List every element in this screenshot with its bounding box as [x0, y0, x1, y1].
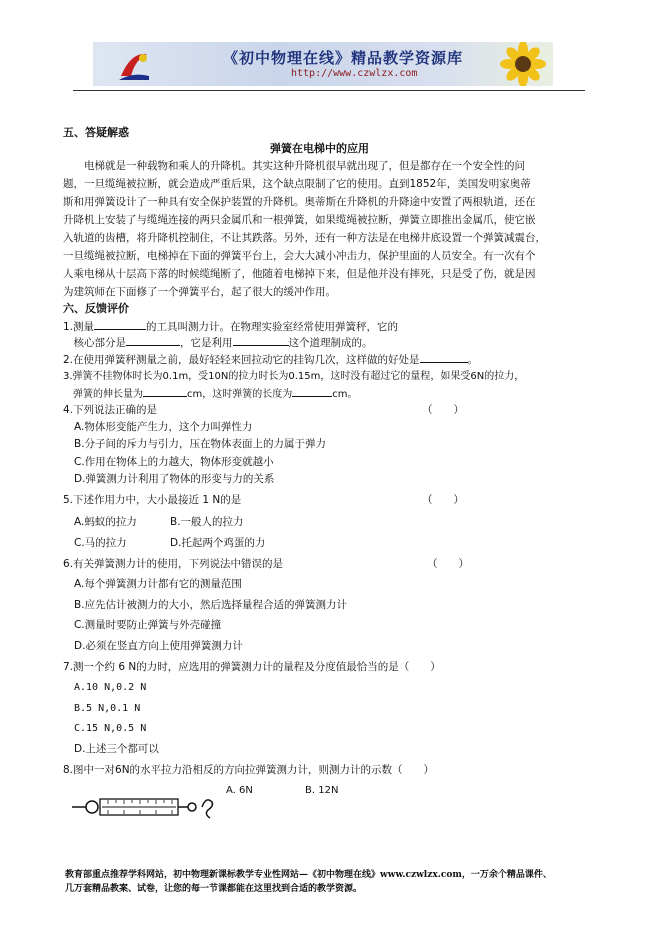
section6-heading: 六、反馈评价	[63, 302, 129, 315]
question-1-line-1	[63, 319, 398, 334]
header-divider	[73, 90, 585, 91]
paragraph-line: 电梯就是一种载物和乘人的升降机。其实这种升降机很早就出现了，但是都存在一个安全性的问	[63, 160, 525, 172]
answer-blank[interactable]	[233, 335, 289, 346]
question-7-stem: 7.测一个约 6 N的力时，应选用的弹簧测力计的量程及分度值最恰当的是（ ）	[63, 661, 441, 673]
option-c[interactable]: C.马的拉力	[74, 537, 127, 549]
question-1-line-2	[63, 335, 373, 350]
banner-title: 《初中物理在线》精品教学资源库	[223, 49, 464, 67]
answer-blank[interactable]	[420, 352, 468, 363]
answer-blank[interactable]	[94, 319, 146, 330]
question-5-stem: 5.下述作用力中，大小最接近 1 N的是	[63, 494, 242, 506]
q3-text-b: 弹簧的伸长量为	[63, 389, 143, 400]
banner-url: http://www.czwlzx.com	[291, 68, 418, 79]
header-banner	[93, 42, 553, 86]
q1-text-c: 核心部分是	[63, 337, 126, 349]
answer-blank[interactable]	[292, 386, 332, 397]
question-2	[63, 352, 478, 367]
option-a[interactable]: A.每个弹簧测力计都有它的测量范围	[74, 578, 242, 590]
sunflower-icon	[493, 42, 553, 86]
option-a[interactable]: A.物体形变能产生力，这个力叫弹性力	[74, 421, 253, 433]
paragraph-line: 为建筑师在下面修了一个弹簧平台，起了很大的缓冲作用。	[63, 286, 336, 298]
option-d[interactable]: D.托起两个鸡蛋的力	[170, 537, 266, 549]
spring-scale-diagram	[72, 790, 220, 824]
q1-text-d: ，它是利用	[180, 337, 233, 349]
q3-text-c: cm，这时弹簧的长度为	[187, 389, 293, 400]
question-8-stem: 8.图中一对6N的水平拉力沿相反的方向拉弹簧测力计，则测力计的示数（ ）	[63, 764, 435, 776]
question-3-line-1: 3.弹簧不挂物体时长为0.1m，受10N的拉力时长为0.15m，这时没有超过它的量程，如果受6N的拉力，	[63, 371, 525, 382]
q3-text-d: cm。	[332, 389, 358, 400]
section5-heading: 五、答疑解惑	[63, 126, 129, 139]
paragraph-line: 入轨道的齿槽，将升降机控制住，不让其跌落。另外，还有一种方法是在电梯井底设置一个弹簧减震台，	[63, 232, 546, 244]
question-6-stem: 6.有关弹簧测力计的使用，下列说法中错误的是	[63, 558, 284, 570]
option-b[interactable]: B.分子间的斥力与引力，压在物体表面上的力属于弹力	[74, 438, 327, 450]
answer-blank[interactable]	[126, 335, 180, 346]
paragraph-line: 一旦缆绳被拉断，电梯掉在下面的弹簧平台上，会大大减小冲击力，保护里面的人员安全。有一次有个	[63, 250, 536, 262]
site-logo-icon	[113, 46, 153, 84]
paragraph-line: 人乘电梯从十层高下落的时候缆绳断了，他随着电梯掉下来，但是他并没有摔死，只是受了伤，就是因	[63, 268, 536, 280]
question-3-line-2	[63, 386, 358, 402]
footer-line-2: 几万套精品教案、试卷，让您的每一节课都能在这里找到合适的教学资源。	[65, 884, 363, 894]
answer-paren[interactable]: （ ）	[422, 404, 464, 416]
option-a[interactable]: A. 6N	[226, 785, 253, 796]
option-b[interactable]: B.一般人的拉力	[170, 516, 244, 528]
question-4-stem: 4.下列说法正确的是	[63, 404, 158, 416]
option-c[interactable]: C.15 N,0.5 N	[74, 723, 147, 734]
option-d[interactable]: D.必须在竖直方向上使用弹簧测力计	[74, 640, 243, 652]
paragraph-line: 斯和用弹簧设计了一种具有安全保护装置的升降机。奥蒂斯在升降机的升降途中安置了两根轨道，还在	[63, 196, 536, 208]
q2-text-b: 。	[467, 354, 479, 366]
q2-text-a: 2.在使用弹簧秤测量之前，最好轻轻来回拉动它的挂钩几次，这样做的好处是	[63, 354, 420, 366]
footer-line-1: 教育部重点推荐学科网站，初中物理新课标教学专业性网站—《初中物理在线》www.czwlzx.com，一万余个精品课件、	[65, 870, 552, 880]
paragraph-line: 题，一旦缆绳被拉断，就会造成严重后果，这个缺点限制了它的使用。直到1852年，美国发明家奥蒂	[63, 178, 531, 190]
option-b[interactable]: B.5 N,0.1 N	[74, 703, 141, 714]
q1-text-e: 这个道理制成的。	[288, 337, 373, 349]
q1-text-b: 的工具叫测力计。在物理实验室经常使用弹簧秤，它的	[146, 321, 399, 333]
option-c[interactable]: C.测量时要防止弹簧与外壳碰撞	[74, 619, 222, 631]
option-c[interactable]: C.作用在物体上的力越大，物体形变就越小	[74, 456, 274, 468]
option-a[interactable]: A.蚂蚁的拉力	[74, 516, 137, 528]
option-a[interactable]: A.10 N,0.2 N	[74, 682, 147, 693]
option-b[interactable]: B.应先估计被测力的大小，然后选择量程合适的弹簧测力计	[74, 599, 348, 611]
q1-text-a: 1.测量	[63, 321, 95, 333]
option-b[interactable]: B. 12N	[305, 785, 339, 796]
answer-paren[interactable]: （ ）	[422, 494, 464, 506]
answer-paren[interactable]: （ ）	[427, 558, 469, 570]
article-title: 弹簧在电梯中的应用	[270, 142, 369, 155]
option-d[interactable]: D.弹簧测力计利用了物体的形变与力的关系	[74, 473, 275, 485]
paragraph-line: 升降机上安装了与缆绳连接的两只金属爪和一根弹簧，如果缆绳被拉断，弹簧立即推出金属爪，使它嵌	[63, 214, 536, 226]
answer-blank[interactable]	[143, 386, 187, 397]
option-d[interactable]: D.上述三个都可以	[74, 743, 159, 755]
